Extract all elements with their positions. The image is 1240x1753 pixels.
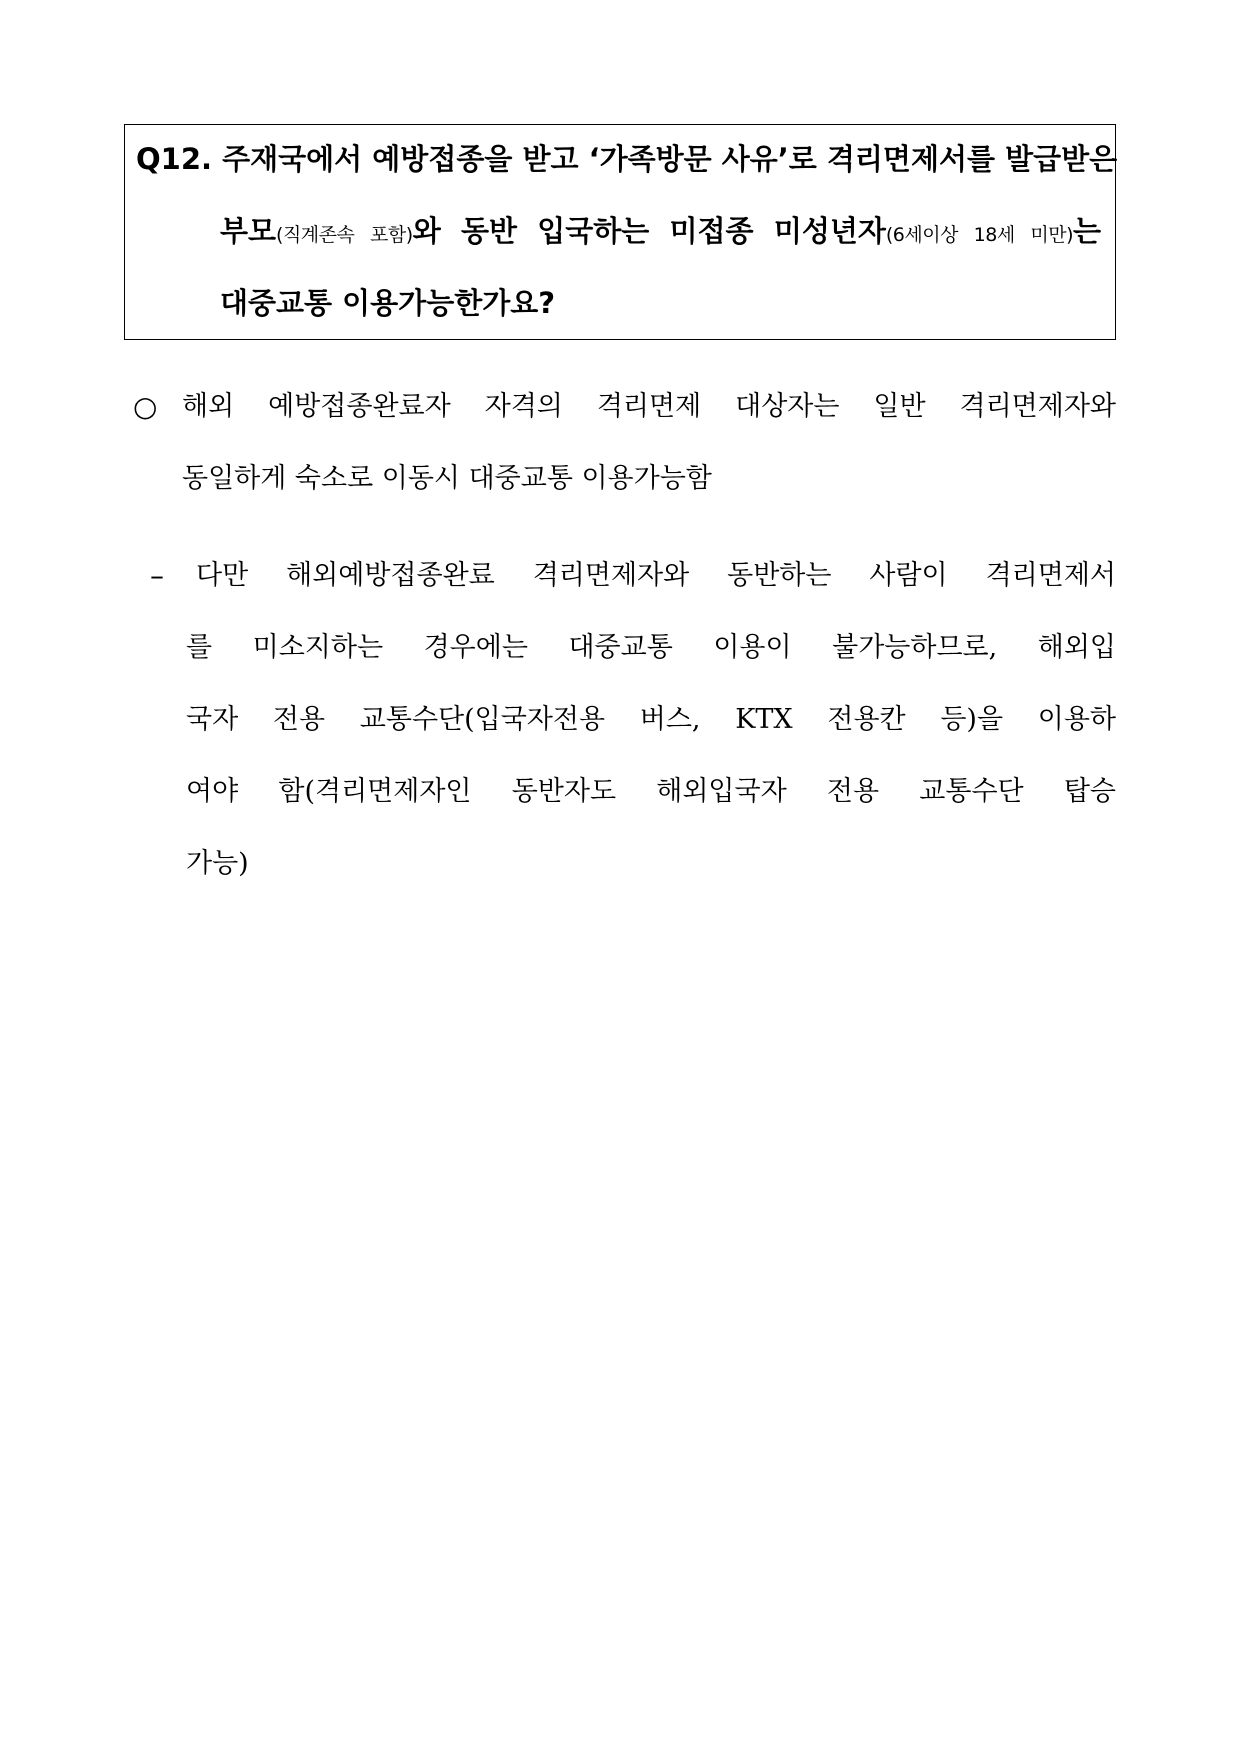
circle-bullet-icon: ○: [133, 390, 158, 423]
answer-main-line-1: 해외 예방접종완료자 자격의 격리면제 대상자는 일반 격리면제자와: [182, 391, 1116, 422]
question-accompany: 와 동반 입국하는 미접종 미성년자: [412, 214, 886, 248]
question-parents: 부모: [220, 214, 277, 248]
dash-bullet-icon: –: [150, 559, 164, 592]
answer-sub-line-5: 가능): [186, 848, 249, 879]
question-parents-note: (직계존속 포함): [276, 224, 413, 246]
answer-main-line-2: 동일하게 숙소로 이동시 대중교통 이용가능함: [182, 463, 712, 494]
question-line-3: 대중교통 이용가능한가요?: [220, 286, 556, 320]
answer-sub-line-3: 국자 전용 교통수단(입국자전용 버스, KTX 전용칸 등)을 이용하: [186, 704, 1116, 735]
question-line-2: [220, 211, 1101, 255]
answer-sub-line-1: 다만 해외예방접종완료 격리면제자와 동반하는 사람이 격리면제서: [196, 560, 1116, 591]
question-particle: 는: [1073, 214, 1102, 248]
question-box: [124, 124, 1116, 340]
question-age-note: (6세이상 18세 미만): [885, 224, 1073, 246]
answer-sub-line-2: 를 미소지하는 경우에는 대중교통 이용이 불가능하므로, 해외입: [186, 632, 1116, 663]
question-line-1: Q12. 주재국에서 예방접종을 받고 ‘가족방문 사유’로 격리면제서를 발급받은: [136, 142, 1118, 176]
answer-sub-line-4: 여야 함(격리면제자인 동반자도 해외입국자 전용 교통수단 탑승: [186, 776, 1116, 807]
